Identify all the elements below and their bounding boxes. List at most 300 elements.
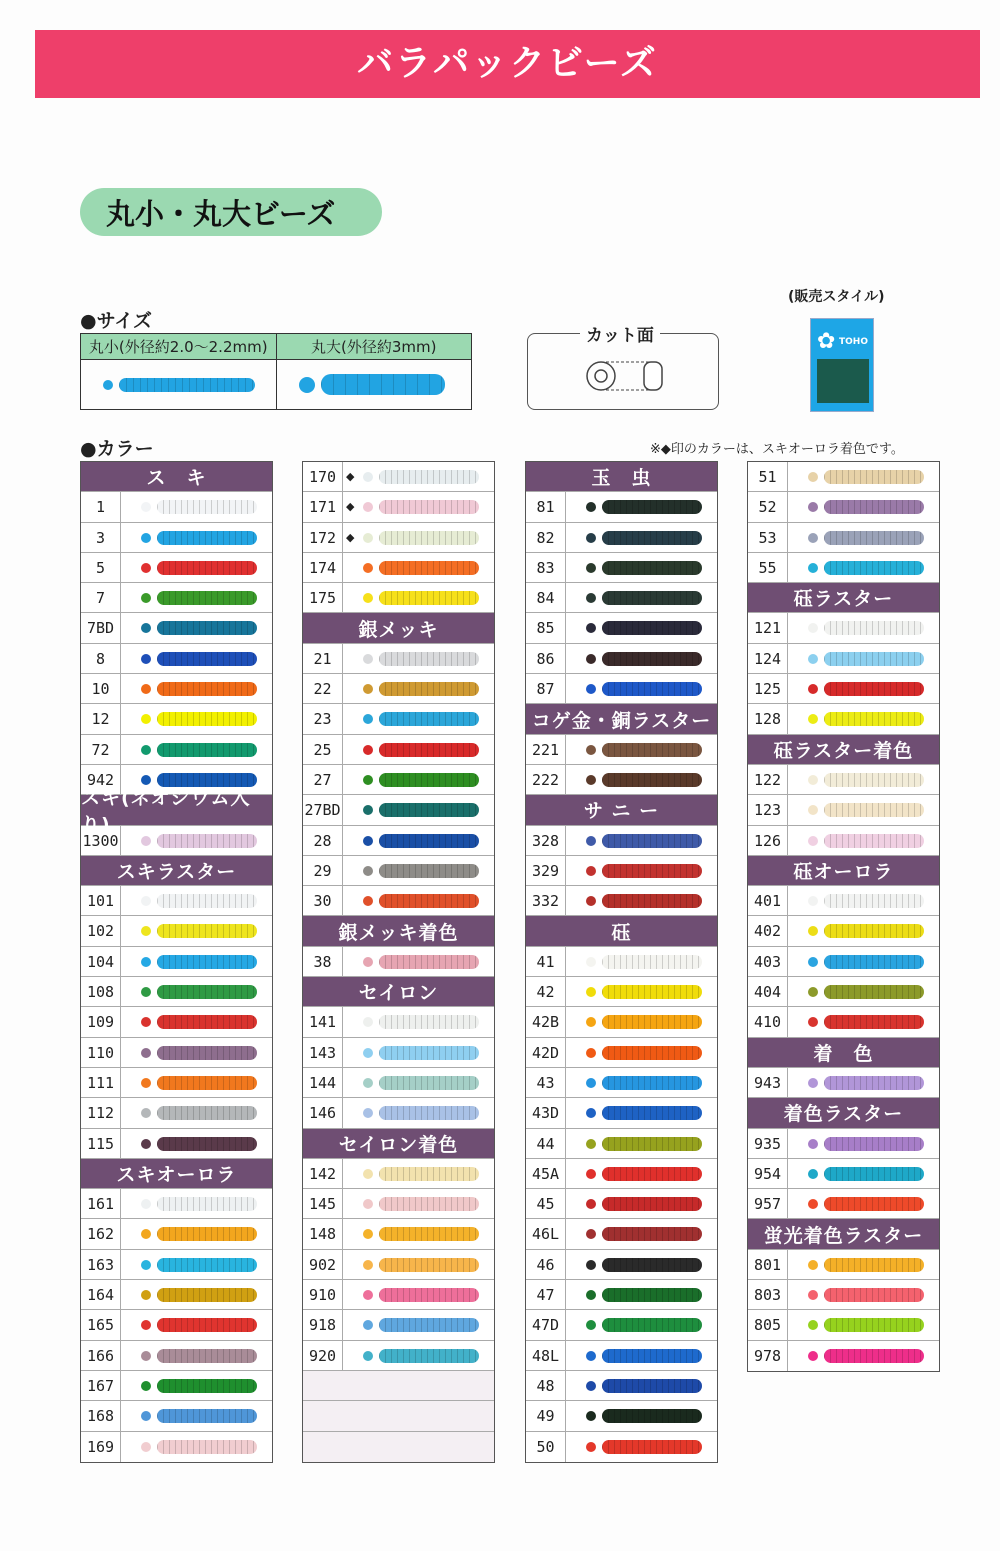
color-row [303, 704, 494, 734]
color-row [303, 462, 494, 492]
bead-strand [602, 531, 702, 545]
color-row [81, 1432, 272, 1462]
color-row [526, 674, 717, 704]
bead-swatch [788, 826, 939, 855]
bead-swatch [121, 765, 272, 794]
bead-dot [141, 957, 151, 967]
bead-dot [141, 1411, 151, 1421]
bead-strand [157, 1409, 257, 1423]
bead-strand [157, 1440, 257, 1454]
color-row [81, 1189, 272, 1219]
bead-swatch [566, 1310, 717, 1339]
bead-dot [363, 775, 373, 785]
color-row [303, 1250, 494, 1280]
bead-dot [363, 1199, 373, 1209]
bead-swatch [121, 644, 272, 673]
cut-label: カット面 [580, 321, 660, 346]
color-code: 918 [303, 1310, 343, 1339]
bead-dot [363, 1320, 373, 1330]
bead-swatch [788, 704, 939, 733]
bead-strand [602, 1076, 702, 1090]
color-code: 902 [303, 1250, 343, 1279]
color-code: 30 [303, 886, 343, 915]
empty-row [303, 1401, 494, 1431]
bead-dot [586, 1078, 596, 1088]
color-code: 51 [748, 462, 788, 491]
bead-swatch [788, 1280, 939, 1309]
bead-dot [808, 502, 818, 512]
bead-dot [586, 1169, 596, 1179]
bead-dot [141, 502, 151, 512]
bead-strand [824, 531, 924, 545]
bead-swatch [343, 462, 494, 491]
bead-strand [379, 955, 479, 969]
size-small [81, 334, 276, 409]
size-table [80, 333, 472, 410]
color-code: 403 [748, 947, 788, 976]
color-code: 222 [526, 765, 566, 794]
bead-dot [363, 1290, 373, 1300]
bead-swatch [121, 583, 272, 612]
bead-dot [363, 1351, 373, 1361]
bead-strand [379, 682, 479, 696]
bead-strand [824, 1167, 924, 1181]
aurora-marker-icon: ◆ [346, 500, 355, 514]
bead-dot [586, 1017, 596, 1027]
aurora-marker-icon: ◆ [346, 530, 355, 544]
color-row [81, 492, 272, 522]
bead-swatch [566, 1098, 717, 1127]
bead-dot [586, 623, 596, 633]
bead-swatch [343, 492, 494, 521]
bead-strand [824, 1318, 924, 1332]
bead-strand [157, 561, 257, 575]
color-row [526, 1371, 717, 1401]
bead-dot [363, 957, 373, 967]
bead-strand [157, 682, 257, 696]
bead-dot [141, 714, 151, 724]
bead-strand [824, 1349, 924, 1363]
color-code: 72 [81, 735, 121, 764]
color-code: 23 [303, 704, 343, 733]
bead-swatch [566, 1068, 717, 1097]
bead-dot [586, 745, 596, 755]
bead-dot [808, 1351, 818, 1361]
bead-swatch [343, 553, 494, 582]
color-code: 46 [526, 1250, 566, 1279]
category-header: 蛍光着色ラスター [748, 1219, 939, 1249]
color-code: 144 [303, 1068, 343, 1097]
color-row [81, 886, 272, 916]
bead-swatch [566, 856, 717, 885]
color-code: 221 [526, 735, 566, 764]
bead-swatch [343, 886, 494, 915]
bead-dot [363, 533, 373, 543]
color-code: 38 [303, 947, 343, 976]
bead-strand [824, 773, 924, 787]
bead-swatch [343, 826, 494, 855]
color-row [81, 1068, 272, 1098]
bead-swatch [788, 1250, 939, 1279]
color-code: 109 [81, 1007, 121, 1036]
bead-swatch [343, 704, 494, 733]
color-row [526, 1250, 717, 1280]
color-code: 46L [526, 1219, 566, 1248]
color-code: 161 [81, 1189, 121, 1218]
bead-dot [363, 714, 373, 724]
bead-dot [141, 896, 151, 906]
color-row [748, 795, 939, 825]
bead-dot [363, 684, 373, 694]
color-code: 942 [81, 765, 121, 794]
size-label: ●サイズ [80, 310, 153, 332]
category-header: 砡オーロラ [748, 856, 939, 886]
color-code: 801 [748, 1250, 788, 1279]
color-code: 8 [81, 644, 121, 673]
bead-dot [808, 684, 818, 694]
color-code: 142 [303, 1159, 343, 1188]
color-code: 111 [81, 1068, 121, 1097]
bead-strand [379, 1076, 479, 1090]
color-code: 5 [81, 553, 121, 582]
bead-strand [824, 561, 924, 575]
bead-strand [602, 985, 702, 999]
bead-dot [141, 533, 151, 543]
color-row [303, 1310, 494, 1340]
color-code: 12 [81, 704, 121, 733]
bead-strand [157, 1076, 257, 1090]
color-code: 910 [303, 1280, 343, 1309]
bead-dot [586, 1290, 596, 1300]
bead-strand [379, 803, 479, 817]
bead-dot [363, 1169, 373, 1179]
bead-dot [141, 623, 151, 633]
bead-swatch [788, 977, 939, 1006]
bead-dot [141, 1381, 151, 1391]
color-code: 110 [81, 1038, 121, 1067]
bead-swatch [788, 1007, 939, 1036]
bead-swatch [788, 553, 939, 582]
bead-dot [808, 1320, 818, 1330]
bead-strand [379, 1106, 479, 1120]
bead-dot [363, 1229, 373, 1239]
bead-strand [602, 864, 702, 878]
bead-swatch [788, 1341, 939, 1371]
color-row [303, 947, 494, 977]
bead-dot [808, 714, 818, 724]
bead-strand [157, 1318, 257, 1332]
bead-strand [824, 1015, 924, 1029]
color-label: ●カラー [80, 438, 154, 460]
color-row [81, 1007, 272, 1037]
color-code: 42D [526, 1038, 566, 1067]
bead-strand [824, 682, 924, 696]
bead-swatch [566, 523, 717, 552]
bead-strand [602, 621, 702, 635]
category-header: 玉 虫 [526, 462, 717, 492]
aurora-marker-icon: ◆ [346, 470, 355, 483]
page-title: バラパックビーズ [35, 30, 980, 98]
bead-strand [379, 1015, 479, 1029]
color-code: 21 [303, 644, 343, 673]
package-brand: TOHO [839, 337, 868, 347]
color-code: 50 [526, 1432, 566, 1462]
aurora-note: ※◆印のカラーは、スキオーロラ着色です。 [650, 442, 904, 457]
color-code: 104 [81, 947, 121, 976]
color-row [748, 492, 939, 522]
color-code: 171 [303, 492, 343, 521]
bead-dot [586, 1229, 596, 1239]
bead-swatch [121, 1250, 272, 1279]
color-row [303, 583, 494, 613]
color-code: 29 [303, 856, 343, 885]
bead-swatch [566, 583, 717, 612]
bead-swatch [566, 735, 717, 764]
color-row [81, 674, 272, 704]
bead-swatch [121, 704, 272, 733]
color-column-2 [302, 461, 495, 1463]
bead-dot [586, 1048, 596, 1058]
bead-dot [141, 1199, 151, 1209]
bead-swatch [121, 613, 272, 642]
category-header: セイロン [303, 977, 494, 1007]
bead-strand [824, 955, 924, 969]
color-row [81, 583, 272, 613]
bead-swatch [343, 1250, 494, 1279]
color-code: 128 [748, 704, 788, 733]
color-code: 126 [748, 826, 788, 855]
bead-swatch [121, 1280, 272, 1309]
bead-swatch [121, 1129, 272, 1158]
bead-swatch [121, 1401, 272, 1430]
bead-swatch [566, 492, 717, 521]
bead-strand [602, 1409, 702, 1423]
bead-swatch [566, 674, 717, 703]
category-header: 銀メッキ着色 [303, 916, 494, 946]
bead-strand [157, 1197, 257, 1211]
bead-strand [602, 1046, 702, 1060]
color-code: 167 [81, 1371, 121, 1400]
color-row [748, 916, 939, 946]
bead-swatch [121, 1068, 272, 1097]
color-row [81, 1280, 272, 1310]
color-row [81, 644, 272, 674]
bead-swatch [121, 553, 272, 582]
bead-dot [363, 502, 373, 512]
bead-strand [379, 743, 479, 757]
bead-swatch [788, 674, 939, 703]
bead-swatch [343, 856, 494, 885]
color-code: 10 [81, 674, 121, 703]
bead-strand [157, 652, 257, 666]
color-code: 124 [748, 644, 788, 673]
color-code: 164 [81, 1280, 121, 1309]
color-code: 166 [81, 1341, 121, 1370]
bead-dot [141, 654, 151, 664]
bead-strand [824, 803, 924, 817]
color-row [526, 553, 717, 583]
bead-swatch [788, 947, 939, 976]
bead-strand [157, 1015, 257, 1029]
color-row [526, 826, 717, 856]
size-large [276, 334, 472, 409]
bead-strand [602, 834, 702, 848]
bead-strand [602, 682, 702, 696]
bead-strand [157, 773, 257, 787]
color-row [526, 523, 717, 553]
color-code: 44 [526, 1129, 566, 1158]
color-row [748, 462, 939, 492]
color-row [303, 795, 494, 825]
bead-dot [363, 866, 373, 876]
color-row [303, 1280, 494, 1310]
color-column-4 [747, 461, 940, 1372]
color-code: 175 [303, 583, 343, 612]
bead-dot [586, 866, 596, 876]
color-code: 42B [526, 1007, 566, 1036]
color-code: 172 [303, 523, 343, 552]
bead-strand [379, 1318, 479, 1332]
bead-dot [141, 1078, 151, 1088]
bead-strand [602, 1258, 702, 1272]
color-code: 42 [526, 977, 566, 1006]
size-small-sample [81, 360, 276, 409]
color-row [526, 492, 717, 522]
color-code: 978 [748, 1341, 788, 1371]
bead-dot [808, 926, 818, 936]
color-code: 48 [526, 1371, 566, 1400]
color-code: 957 [748, 1189, 788, 1218]
color-row [303, 1189, 494, 1219]
bead-strand [824, 834, 924, 848]
bead-dot [586, 1199, 596, 1209]
bead-dot [586, 563, 596, 573]
bead-swatch [788, 1310, 939, 1339]
bead-swatch [343, 583, 494, 612]
color-code: 805 [748, 1310, 788, 1339]
bead-strand [602, 1318, 702, 1332]
color-row [303, 674, 494, 704]
bead-dot [141, 1442, 151, 1452]
color-row [303, 1038, 494, 1068]
bead-swatch [788, 613, 939, 642]
empty-row [303, 1371, 494, 1401]
bead-dot [586, 533, 596, 543]
bead-strand [379, 712, 479, 726]
color-row [748, 886, 939, 916]
bead-dot [141, 987, 151, 997]
color-code: 81 [526, 492, 566, 521]
bead-strand [824, 712, 924, 726]
color-code: 1300 [81, 826, 121, 855]
bead-strand [157, 1379, 257, 1393]
color-row [526, 765, 717, 795]
bead-dot [586, 987, 596, 997]
color-row [81, 1098, 272, 1128]
bead-dot [586, 957, 596, 967]
bead-dot [363, 1108, 373, 1118]
color-code: 410 [748, 1007, 788, 1036]
bead-dot [586, 684, 596, 694]
bead-swatch [566, 826, 717, 855]
color-code: 162 [81, 1219, 121, 1248]
bead-swatch [566, 1219, 717, 1248]
color-code: 943 [748, 1068, 788, 1097]
bead-swatch [343, 1068, 494, 1097]
color-row [526, 1432, 717, 1462]
bead-swatch [121, 1038, 272, 1067]
bead-dot [141, 1260, 151, 1270]
bead-dot [808, 896, 818, 906]
bead-strand [157, 1288, 257, 1302]
bead-strand [379, 652, 479, 666]
bead-strand [602, 773, 702, 787]
bead-swatch [121, 735, 272, 764]
category-header: 着 色 [748, 1038, 939, 1068]
color-row [81, 1219, 272, 1249]
color-row [748, 613, 939, 643]
bead-dot [363, 1260, 373, 1270]
bead-swatch [121, 1007, 272, 1036]
color-code: 168 [81, 1401, 121, 1430]
color-code: 174 [303, 553, 343, 582]
bead-strand [379, 1197, 479, 1211]
bead-strand [379, 591, 479, 605]
bead-strand [824, 500, 924, 514]
color-code: 935 [748, 1129, 788, 1158]
color-code: 7BD [81, 613, 121, 642]
bead-strand [379, 894, 479, 908]
color-row [81, 826, 272, 856]
color-row [526, 1219, 717, 1249]
color-row [81, 1129, 272, 1159]
color-code: 41 [526, 947, 566, 976]
color-row [303, 856, 494, 886]
bead-dot [363, 836, 373, 846]
bead-strand [602, 561, 702, 575]
color-code: 121 [748, 613, 788, 642]
color-code: 85 [526, 613, 566, 642]
color-code: 143 [303, 1038, 343, 1067]
bead-swatch [343, 1310, 494, 1339]
bead-dot [141, 1048, 151, 1058]
package-label: (販売スタイル) [788, 289, 885, 305]
bead-strand [824, 985, 924, 999]
bead-swatch [343, 674, 494, 703]
bead-dot [808, 1169, 818, 1179]
color-row [81, 1371, 272, 1401]
bead-dot [808, 1017, 818, 1027]
color-row [526, 1341, 717, 1371]
bead-swatch [121, 886, 272, 915]
bead-swatch [343, 644, 494, 673]
color-code: 125 [748, 674, 788, 703]
bead-dot [141, 926, 151, 936]
color-row [748, 674, 939, 704]
color-row [526, 947, 717, 977]
bead-strand [157, 1046, 257, 1060]
color-code: 108 [81, 977, 121, 1006]
bead-strand [379, 500, 479, 514]
bead-swatch [566, 947, 717, 976]
size-large-label: 丸大(外径約3mm) [277, 334, 472, 360]
color-row [303, 1341, 494, 1371]
color-code: 115 [81, 1129, 121, 1158]
bead-strand [157, 712, 257, 726]
bead-swatch [566, 1007, 717, 1036]
bead-strand [824, 894, 924, 908]
color-code: 122 [748, 765, 788, 794]
